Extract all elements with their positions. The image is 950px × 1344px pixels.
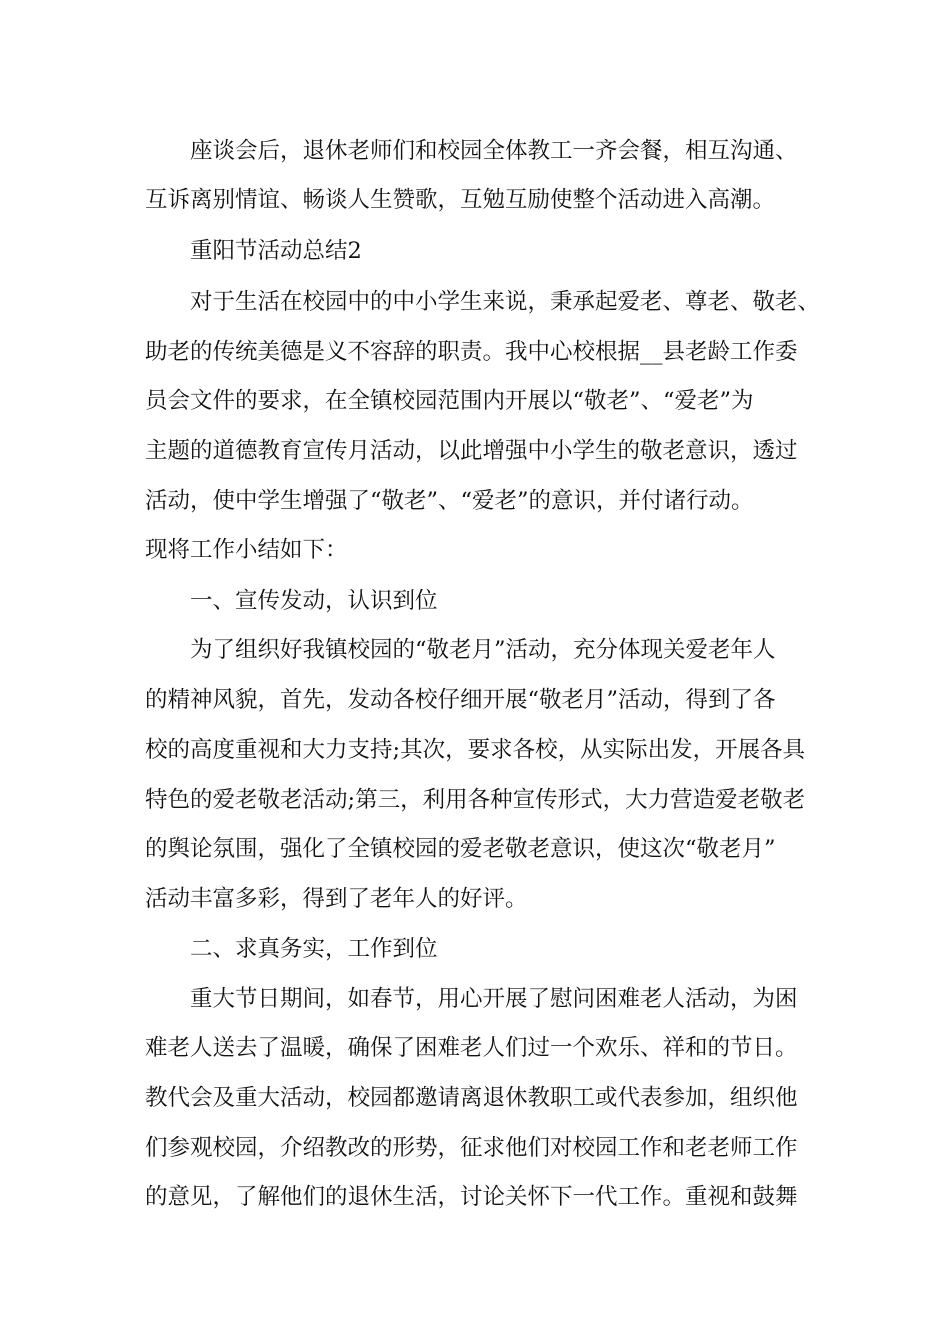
text-line: 活动，使中学生增强了“敬老”、“爱老”的意识，并付诸行动。 — [145, 488, 754, 514]
text-line: 为了组织好我镇校园的“敬老月”活动，充分体现关爱老年人 — [190, 637, 776, 663]
text-line: 活动丰富多彩，得到了老年人的好评。 — [145, 886, 528, 912]
text-line: 主题的道德教育宣传月活动，以此增强中小学生的敬老意识，透过 — [145, 438, 798, 464]
text-line: 校的高度重视和大力支持;其次，要求各校，从实际出发，开展各具 — [145, 737, 806, 763]
text-line: 座谈会后，退休老师们和校园全体教工一齐会餐，相互沟通、 — [190, 138, 798, 164]
text-line: 现将工作小结如下： — [145, 537, 348, 563]
text-line: 特色的爱老敬老活动;第三，利用各种宣传形式，大力营造爱老敬老 — [145, 787, 806, 813]
section-heading: 一、宣传发动，认识到位 — [190, 588, 438, 614]
text-line: 助老的传统美德是义不容辞的职责。我中心校根据__县老龄工作委 — [145, 339, 798, 365]
section-heading: 二、求真务实，工作到位 — [190, 936, 438, 962]
text-line: 的舆论氛围，强化了全镇校园的爱老敬老意识，使这次“敬老月” — [145, 836, 776, 862]
section-title: 重阳节活动总结2 — [190, 238, 362, 264]
text-line: 员会文件的要求，在全镇校园范围内开展以“敬老”、“爱老”为 — [145, 388, 754, 414]
text-line: 对于生活在校园中的中小学生来说，秉承起爱老、尊老、敬老、 — [190, 289, 821, 315]
text-line: 互诉离别情谊、畅谈人生赞歌，互勉互励使整个活动进入高潮。 — [145, 187, 776, 213]
text-line: 教代会及重大活动，校园都邀请离退休教职工或代表参加，组织他 — [145, 1085, 798, 1111]
text-line: 重大节日期间，如春节，用心开展了慰问困难老人活动，为困 — [190, 986, 798, 1012]
text-line: 难老人送去了温暖，确保了困难老人们过一个欢乐、祥和的节日。 — [145, 1035, 798, 1061]
text-line: 的精神风貌，首先，发动各校仔细开展“敬老月”活动，得到了各 — [145, 687, 776, 713]
text-line: 的意见，了解他们的退休生活，讨论关怀下一代工作。重视和鼓舞 — [145, 1184, 798, 1210]
text-line: 们参观校园，介绍教改的形势，征求他们对校园工作和老老师工作 — [145, 1135, 798, 1161]
